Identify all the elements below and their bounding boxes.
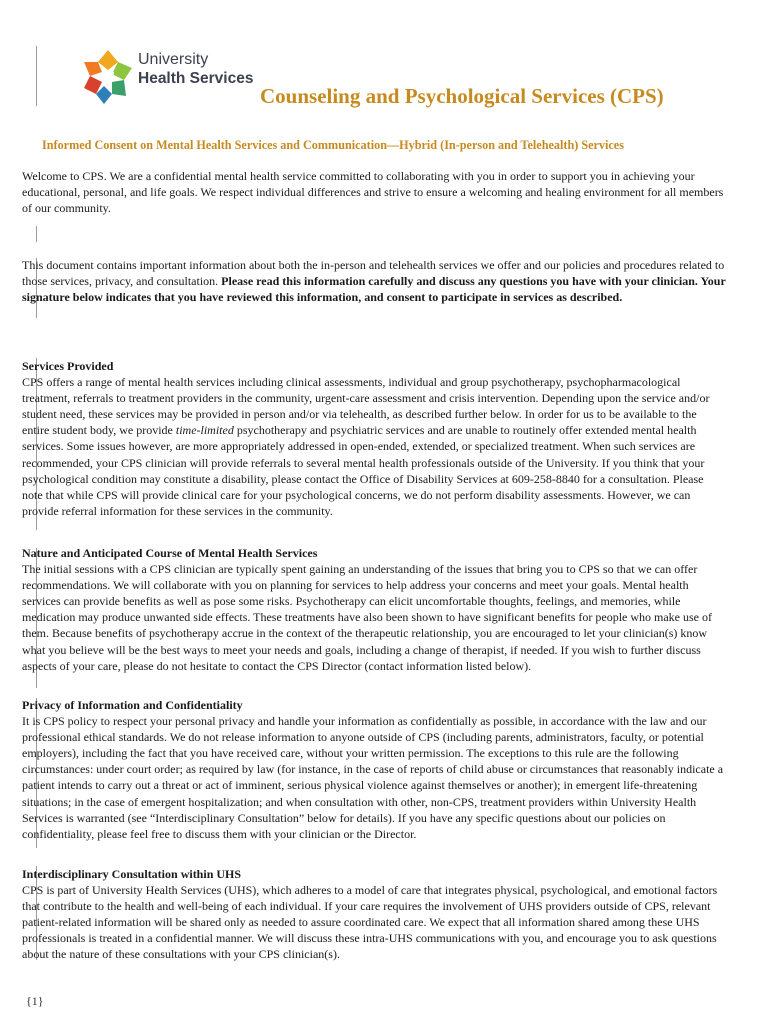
interdisciplinary-heading: Interdisciplinary Consultation within UHS <box>22 867 242 881</box>
privacy-heading: Privacy of Information and Confidentiality <box>22 698 243 712</box>
privacy-section <box>22 697 726 842</box>
footnote-marker: {1} <box>26 994 44 1008</box>
welcome-paragraph <box>22 168 726 216</box>
services-heading: Services Provided <box>22 359 114 373</box>
university-health-services-logo <box>82 48 260 106</box>
services-text-b: psychotherapy and psychiatric services and are unable to routinely offer extended mental health services. Some issues however, are more appropriately addressed in open-ended, extended, or specialized treatment. When such services are recommended, your CPS clinician will provide referrals to several mental health professionals outside of the University. If you think that your psychological condition may constitute a disability, please contact the Office of Disability Services at 609-258-8840 for a consultation. Please note that while CPS will provide clinical care for your psychological concerns, we do not perform disability assessments. However, we can provide referral information for these services in the community. <box>22 423 705 518</box>
document-info <box>22 257 726 305</box>
interdisciplinary-text: CPS is part of University Health Services (UHS), which adheres to a model of care that integrates physical, psychological, and emotional factors that contribute to the health and well-being of each individual. If your care requires the involvement of UHS providers outside of CPS, relevant patient-related information will be shared only as needed to assure coordinated care. We expect that all information shared among these UHS professionals is treated in a confidential manner. We will discuss these intra-UHS communications with you, and encourage you to ask questions about the nature of these consultations with your CPS clinician(s). <box>22 883 718 962</box>
nature-section <box>22 545 726 674</box>
document-info-text: This document contains important information about both the in-person and telehealth services we offer and our policies and procedures related to those services, privacy, and consultation. <box>22 258 725 289</box>
logo-line2: Health Services <box>138 70 254 87</box>
nature-heading: Nature and Anticipated Course of Mental Health Services <box>22 546 318 560</box>
privacy-text: It is CPS policy to respect your personal privacy and handle your information as confidentially as possible, in accordance with the law and our professional ethical standards. We do not release information to anyone outside of CPS (including parents, administrators, faculty, or potential employers), including the fact that you have received care, without your written permission. The exceptions to this rule are the following circumstances: under court order; as required by law (for instance, in the case of reports of child abuse or circumstances that reasonably indicate a patient intends to carry out a threat or act of imminent, serious physical violence against themselves or another); in emergent life-threatening situations; in the case of emergent hospitalization; and when consultation with other, non-CPS, treatment providers within University Health Services is warranted (see “Interdisciplinary Consultation” below for details). If you have any specific questions about our policies on confidentiality, please feel free to discuss them with your clinician or the Director. <box>22 714 724 841</box>
document-info-bold: Please read this information carefully and discuss any questions you have with your clinician. Your signature below indicates that you have reviewed this information, and consent to participate in services as described. <box>22 274 726 305</box>
logo-line1: University <box>138 51 209 68</box>
logo-wordmark <box>138 50 253 88</box>
welcome-text: Welcome to CPS. We are a confidential mental health service committed to collaborating with you in order to support you in achieving your educational, personal, and life goals. We respect individual differences and strive to ensure a welcoming and healing environment for all members of our community. <box>22 169 724 216</box>
margin-marker <box>36 226 37 242</box>
services-text-a: CPS offers a range of mental health services including clinical assessments, individual and group psychotherapy, psychopharmacological treatment, referrals to treatment providers in the community, urgent-care assessment and crisis intervention. Depending upon the service and/or student need, these services may be provided in person and/or via telehealth, as described further below. In order for us to be available to the entire student body, we provide <box>22 375 710 438</box>
services-text <box>22 374 726 519</box>
document-info-paragraph <box>22 257 726 305</box>
margin-marker <box>36 46 37 106</box>
services-text-italic: time-limited <box>175 423 234 438</box>
nature-text: The initial sessions with a CPS clinician are typically spent gaining an understanding of the issues that bring you to CPS so that we can offer recommendations. We will collaborate with you on planning for services to help address your concerns and meet your goals. Mental health services can provide benefits as well as pose some risks. Psychotherapy can elicit uncomfortable thoughts, feelings, and memories, while medication may produce unwanted side effects. These treatments have also been shown to have significant benefits for people who make use of them. Because benefits of psychotherapy accrue in the context of the therapeutic relationship, you are encouraged to let your clinician(s) know what you believe will be the best ways to meet your needs and goals, including a change of therapist, if needed. If you wish to further discuss aspects of your care, please do not hesitate to contact the CPS Director (contact information listed below). <box>22 562 712 673</box>
services-section <box>22 358 726 519</box>
page-title: Counseling and Psychological Services (CPS) <box>260 84 664 108</box>
logo-emblem-icon <box>82 48 134 104</box>
interdisciplinary-section <box>22 866 726 963</box>
document-subtitle: Informed Consent on Mental Health Services and Communication—Hybrid (In-person and Telehealth) Services <box>42 138 624 152</box>
